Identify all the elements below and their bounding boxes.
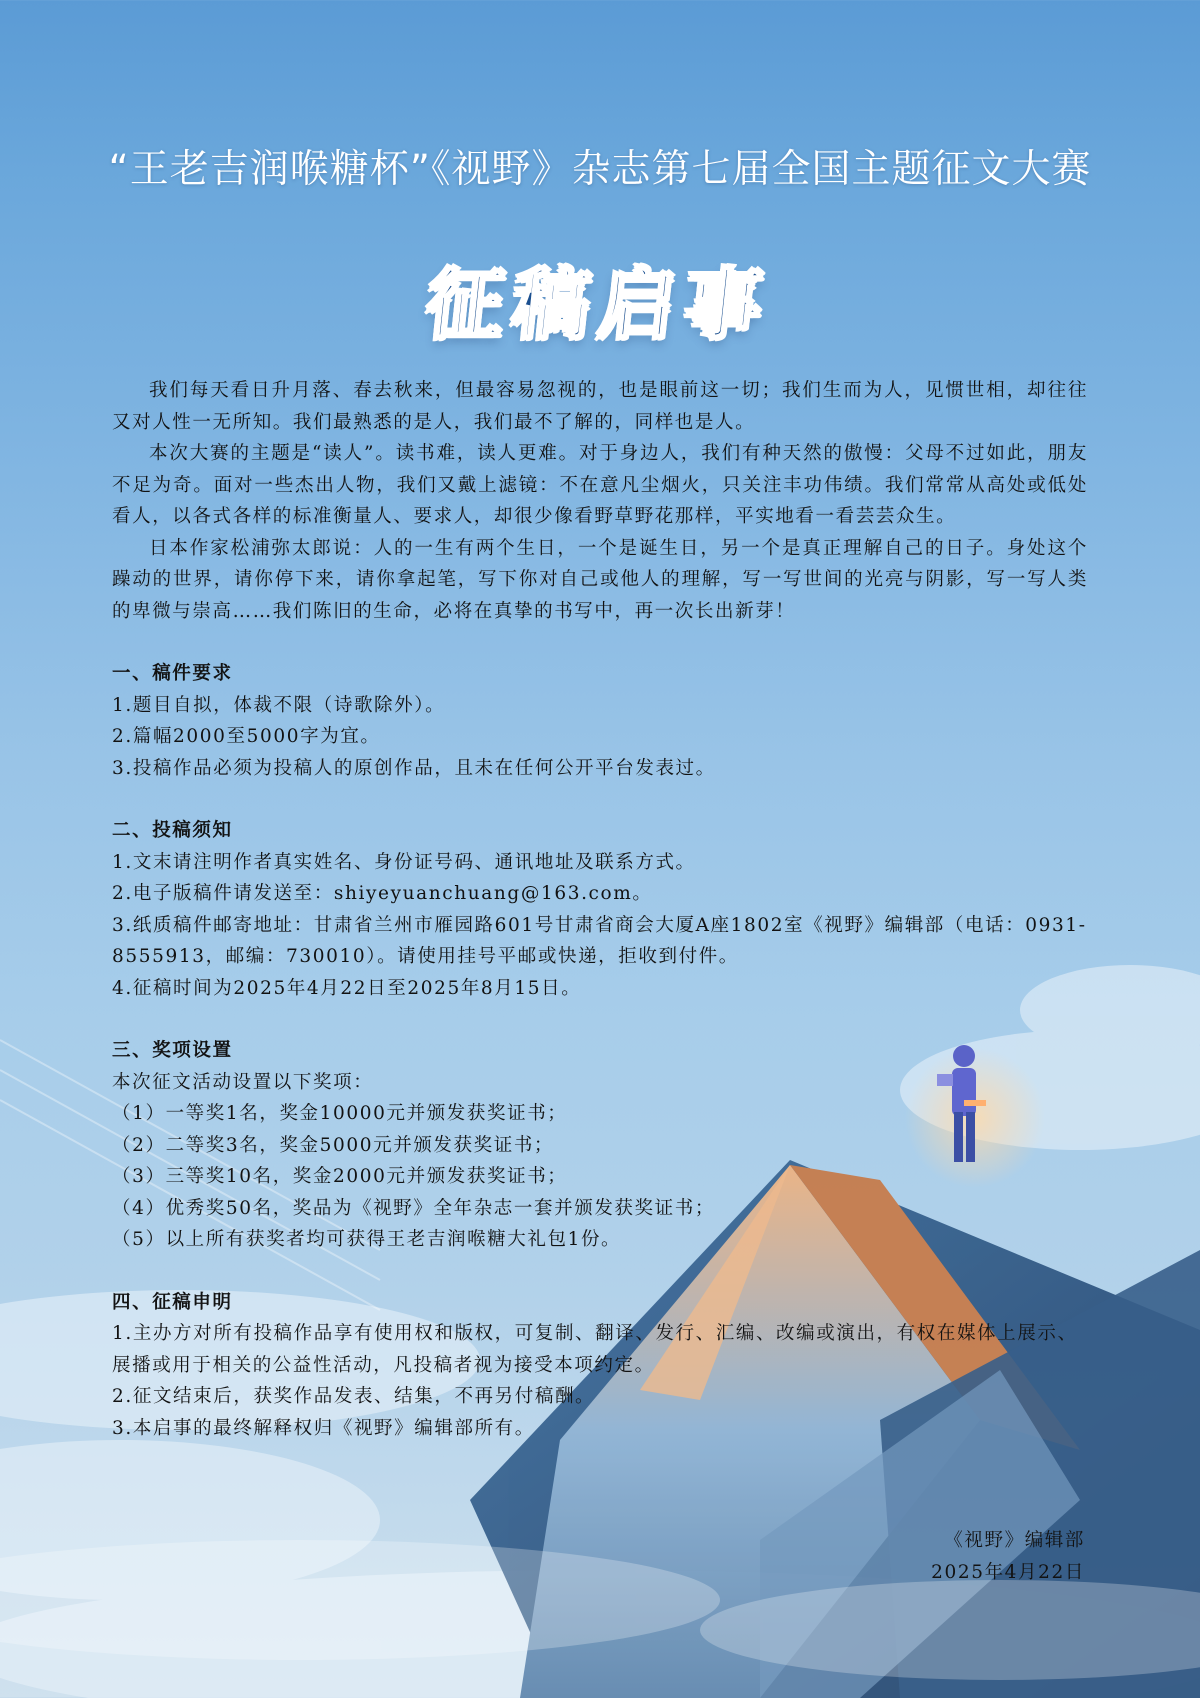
- section-title-submission: 二、投稿须知: [112, 820, 233, 841]
- award-item: （3）三等奖10名，奖金2000元并颁发获奖证书；: [112, 1166, 568, 1187]
- section-title-requirements: 一、稿件要求: [112, 663, 233, 684]
- award-item: （4）优秀奖50名，奖品为《视野》全年杂志一套并颁发获奖证书；: [112, 1197, 715, 1219]
- intro-paragraph: 我们每天看日升月落、春去秋来，但最容易忽视的，也是眼前这一切；我们生而为人，见惯世相，却往往又对人性一无所知。我们最熟悉的是人，我们最不了解的，同样也是人。: [112, 380, 1088, 433]
- signature-org: 《视野》编辑部: [944, 1530, 1085, 1551]
- section-line-email: 2.电子版稿件请发送至：shiyeyuanchuang@163.com。: [112, 883, 653, 904]
- intro-paragraph: 日本作家松浦弥太郎说：人的一生有两个生日，一个是诞生日，另一个是真正理解自己的日子。身处这个躁动的世界，请你停下来，请你拿起笔，写下你对自己或他人的理解，写一写世间的光亮与阴影，写一写人类的卑微与崇高……我们陈旧的生命，必将在真挚的书写中，再一次长出新芽！: [112, 537, 1088, 622]
- section-line: 4.征稿时间为2025年4月22日至2025年8月15日。: [112, 977, 582, 999]
- section-line: 3.投稿作品必须为投稿人的原创作品，且未在任何公开平台发表过。: [112, 757, 716, 779]
- event-title: “王老吉润喉糖杯”《视野》杂志第七届全国主题征文大赛: [108, 147, 1092, 192]
- award-item: （2）二等奖3名，奖金5000元并颁发获奖证书；: [112, 1134, 555, 1156]
- section-line: 1.主办方对所有投稿作品享有使用权和版权，可复制、翻译、发行、汇编、改编或演出，有权在媒体上展示、展播或用于相关的公益性活动，凡投稿者视为接受本项约定。: [112, 1323, 1078, 1376]
- notice-body: [112, 375, 1088, 1444]
- section-line: 2.篇幅2000至5000字为宜。: [112, 726, 381, 747]
- section-line: 1.题目自拟，体裁不限（诗歌除外）。: [112, 694, 446, 716]
- signature-date: 2025年4月22日: [931, 1561, 1085, 1583]
- signature-block: [931, 1525, 1085, 1588]
- award-item: （5）以上所有获奖者均可获得王老吉润喉糖大礼包1份。: [112, 1229, 622, 1250]
- section-line: 3.本启事的最终解释权归《视野》编辑部所有。: [112, 1417, 535, 1439]
- section-line: 1.文末请注明作者真实姓名、身份证号码、通讯地址及联系方式。: [112, 851, 696, 873]
- section-line: 本次征文活动设置以下奖项：: [112, 1071, 374, 1093]
- intro-paragraph: 本次大赛的主题是“读人”。读书难，读人更难。对于身边人，我们有种天然的傲慢：父母不过如此，朋友不足为奇。面对一些杰出人物，我们又戴上滤镜：不在意凡尘烟火，只关注丰功伟绩。我们常常从高处或低处看人，以各式各样的标准衡量人、要求人，却很少像看野草野花那样，平实地看一看芸芸众生。: [112, 443, 1088, 527]
- notice-heading: 征稿启事: [422, 260, 777, 349]
- section-title-statement: 四、征稿申明: [112, 1291, 233, 1313]
- section-line: 2.征文结束后，获奖作品发表、结集，不再另付稿酬。: [112, 1386, 596, 1407]
- section-line-address: 3.纸质稿件邮寄地址：甘肃省兰州市雁园路601号甘肃省商会大厦A座1802室《视野》编辑部（电话：0931-8555913，邮编：730010）。请使用挂号平邮或快递，拒收到付件。: [112, 914, 1087, 967]
- section-title-awards: 三、奖项设置: [112, 1040, 233, 1061]
- award-item: （1）一等奖1名，奖金10000元并颁发获奖证书；: [112, 1103, 568, 1124]
